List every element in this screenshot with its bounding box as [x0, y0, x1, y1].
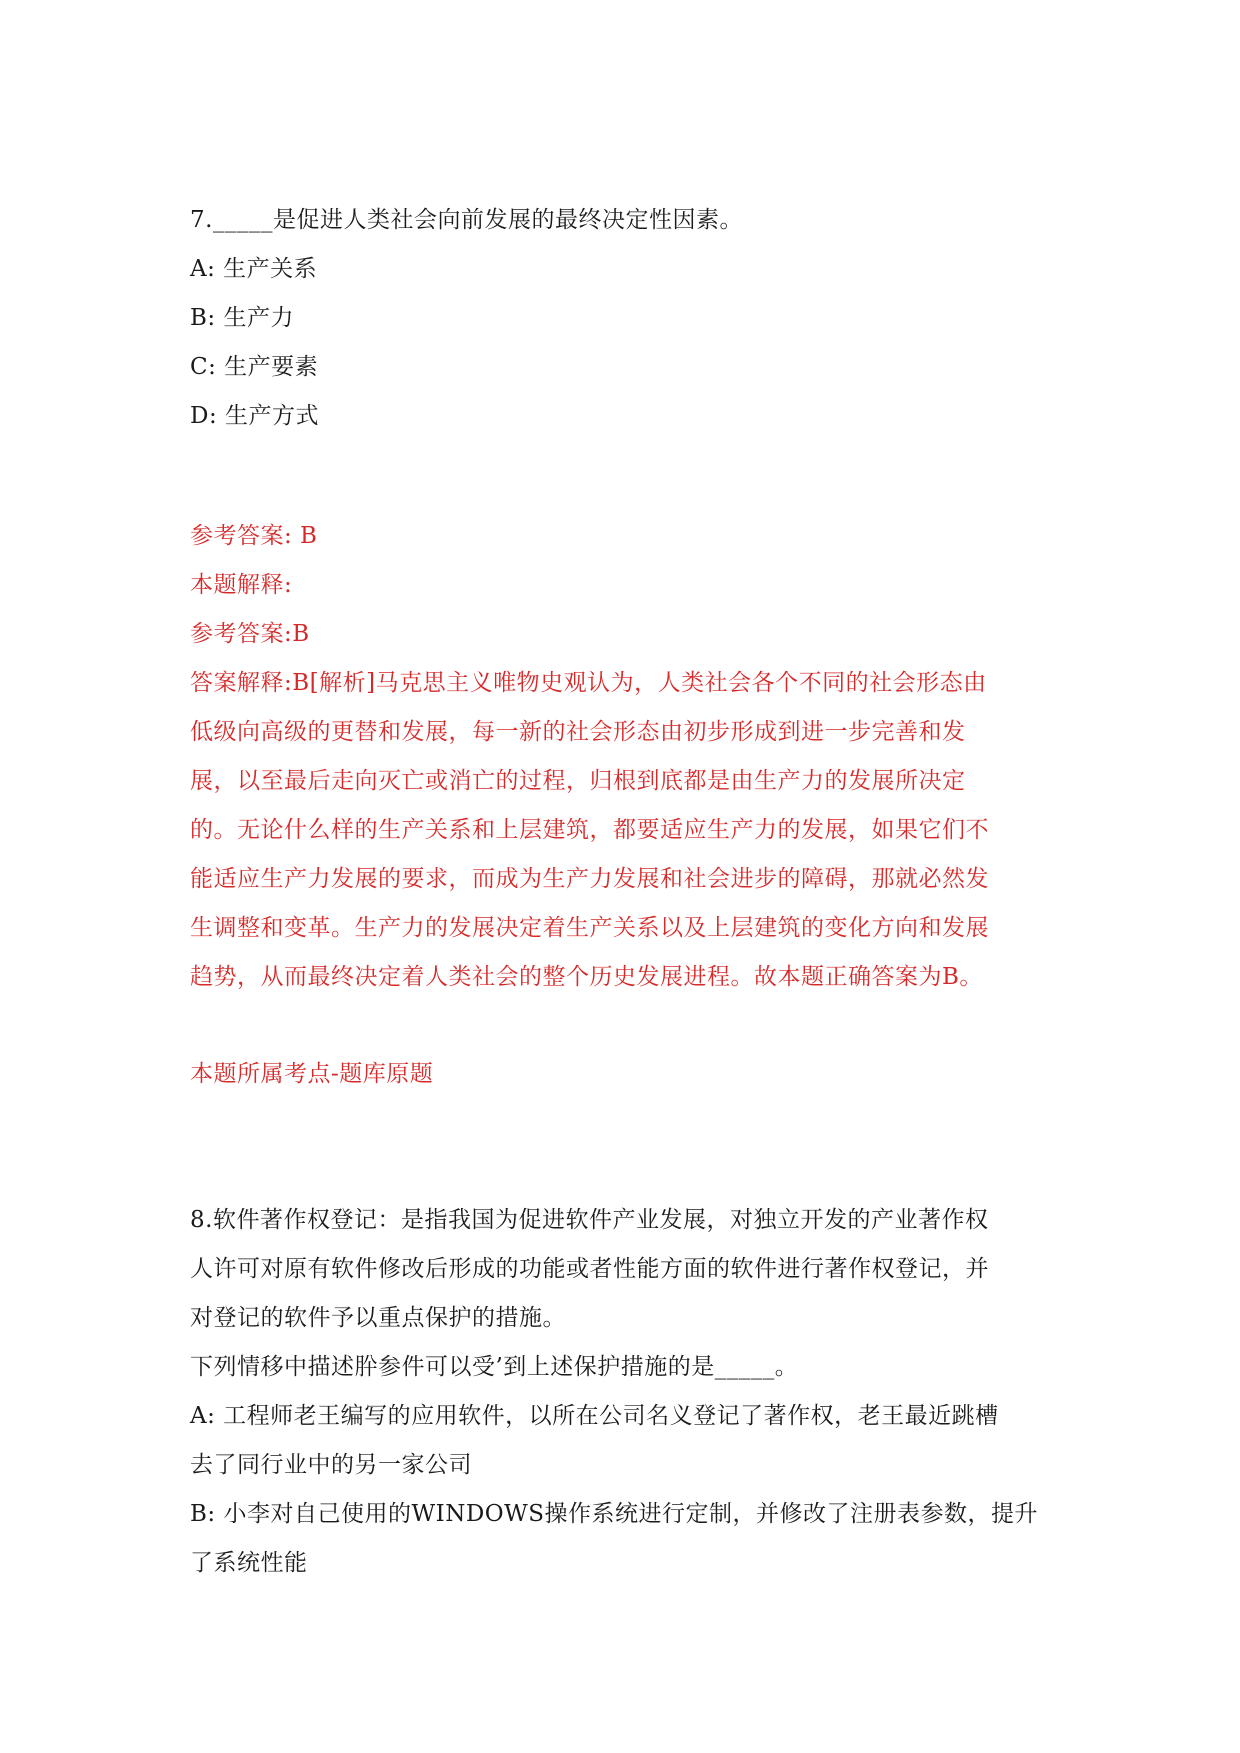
option-d: D: 生产方式	[190, 403, 320, 429]
option-c: C: 生产要素	[190, 354, 319, 380]
question-7	[190, 196, 1060, 441]
question-stem-line: 人许可对原有软件修改后形成的功能或者性能方面的软件进行著作权登记，并	[190, 1256, 989, 1282]
explanation-line: 趋势，从而最终决定着人类社会的整个历史发展进程。故本题正确答案为B。	[190, 964, 983, 990]
explanation-line: 展，以至最后走向灭亡或消亡的过程，归根到底都是由生产力的发展所决定	[190, 768, 966, 794]
option-a: A: 生产关系	[190, 256, 318, 282]
option-a-line: 去了同行业中的另一家公司	[190, 1452, 472, 1478]
answer-line: 参考答案:B	[190, 621, 310, 647]
explanation-line: 答案解释:B[解析]马克思主义唯物史观认为，人类社会各个不同的社会形态由	[190, 670, 987, 696]
explanation-heading: 本题解释:	[190, 572, 293, 598]
question-stem-line: 8.软件著作权登记：是指我国为促进软件产业发展，对独立开发的产业著作权	[190, 1207, 989, 1233]
question-8	[190, 1196, 1060, 1588]
option-b: B: 生产力	[190, 305, 294, 331]
explanation-line: 低级向高级的更替和发展，每一新的社会形态由初步形成到进一步完善和发	[190, 719, 966, 745]
answer-section	[190, 512, 1060, 1002]
explanation-line: 的。无论什么样的生产关系和上层建筑，都要适应生产力的发展，如果它们不	[190, 817, 989, 843]
reference-answer: 参考答案: B	[190, 523, 318, 549]
explanation-line: 能适应生产力发展的要求，而成为生产力发展和社会进步的障碍，那就必然发	[190, 866, 989, 892]
question-prompt: 下列情移中描述肸参件可以受’到上述保护措施的是_____。	[190, 1354, 799, 1380]
option-a	[190, 1392, 1060, 1490]
option-b	[190, 1490, 1060, 1588]
option-a-line: A: 工程师老王编写的应用软件，以所在公司名义登记了著作权，老王最近跳槽	[190, 1403, 999, 1429]
source-note-block	[190, 1050, 1060, 1099]
explanation-line: 生调整和变革。生产力的发展决定着生产关系以及上层建筑的变化方向和发展	[190, 915, 989, 941]
option-b-line: 了系统性能	[190, 1550, 308, 1576]
question-stem-line: 对登记的软件予以重点保护的措施。	[190, 1305, 566, 1331]
question-stem: 7._____是促进人类社会向前发展的最终决定性因素。	[190, 207, 743, 233]
option-b-line: B: 小李对自己使用的WINDOWS操作系统进行定制，并修改了注册表参数，提升	[190, 1501, 1039, 1527]
source-note: 本题所属考点-题库原题	[190, 1061, 434, 1087]
